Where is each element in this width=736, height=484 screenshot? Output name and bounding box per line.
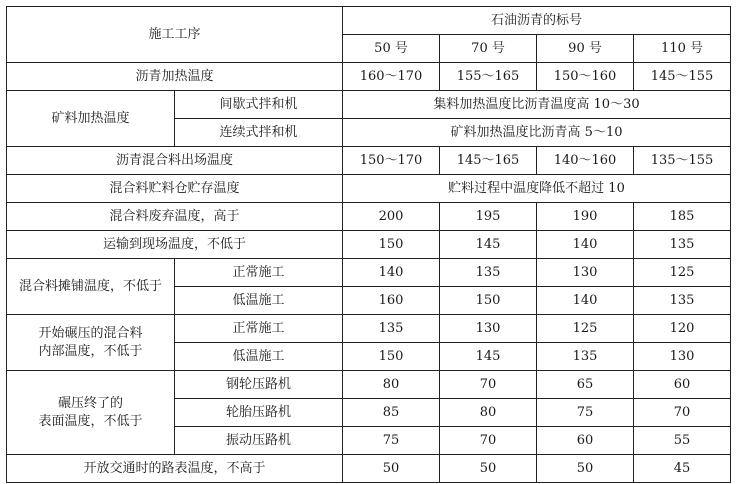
cell-value: 145 [440,231,537,259]
cell-value: 50 [440,455,537,483]
cell-value: 195 [440,203,537,231]
row-label: 混合料废弃温度，高于 [7,203,343,231]
cell-value: 75 [343,427,440,455]
table-row [7,231,731,259]
cell-note: 矿料加热温度比沥青高 5～10 [343,119,731,147]
cell-value: 160～170 [343,63,440,91]
header-grade: 50 号 [343,35,440,63]
cell-value: 50 [343,455,440,483]
row-label: 沥青加热温度 [7,63,343,91]
table-row [7,455,731,483]
cell-value: 150 [343,343,440,371]
cell-value: 190 [537,203,634,231]
table-row [7,147,731,175]
cell-value: 125 [537,315,634,343]
cell-value: 60 [537,427,634,455]
cell-value: 150 [440,287,537,315]
cell-value: 145～155 [634,63,731,91]
cell-value: 200 [343,203,440,231]
table-row [7,63,731,91]
cell-value: 135 [634,231,731,259]
header-grade: 90 号 [537,35,634,63]
header-process: 施工工序 [7,7,343,63]
row-sublabel: 正常施工 [175,259,343,287]
cell-value: 145 [440,343,537,371]
header-grade: 110 号 [634,35,731,63]
table-row [7,259,731,287]
cell-value: 155～165 [440,63,537,91]
asphalt-temperature-table [6,6,731,483]
cell-value: 185 [634,203,731,231]
cell-value: 70 [634,399,731,427]
cell-value: 125 [634,259,731,287]
cell-value: 85 [343,399,440,427]
cell-value: 80 [440,399,537,427]
row-sublabel: 钢轮压路机 [175,371,343,399]
row-label: 混合料贮料仓贮存温度 [7,175,343,203]
cell-value: 135 [537,343,634,371]
cell-value: 65 [537,371,634,399]
cell-value: 75 [537,399,634,427]
cell-value: 135 [440,259,537,287]
row-sublabel: 间歇式拌和机 [175,91,343,119]
cell-value: 130 [537,259,634,287]
cell-value: 80 [343,371,440,399]
cell-value: 120 [634,315,731,343]
cell-value: 145～165 [440,147,537,175]
cell-value: 130 [440,315,537,343]
row-label: 开放交通时的路表温度，不高于 [7,455,343,483]
cell-value: 50 [537,455,634,483]
row-label: 沥青混合料出场温度 [7,147,343,175]
row-label [7,315,175,371]
row-sublabel: 连续式拌和机 [175,119,343,147]
cell-value: 45 [634,455,731,483]
cell-value: 160 [343,287,440,315]
cell-value: 70 [440,427,537,455]
cell-value: 150～170 [343,147,440,175]
row-label: 运输到现场温度，不低于 [7,231,343,259]
cell-value: 150 [343,231,440,259]
row-label-line: 开始碾压的混合料 [38,325,143,341]
table-row [7,91,731,119]
row-label-line: 表面温度，不低于 [38,413,143,429]
table-row [7,175,731,203]
cell-value: 150～160 [537,63,634,91]
cell-value: 135～155 [634,147,731,175]
cell-value: 135 [343,315,440,343]
cell-value: 60 [634,371,731,399]
table-row [7,315,731,343]
row-label: 矿料加热温度 [7,91,175,147]
row-sublabel: 低温施工 [175,287,343,315]
cell-value: 135 [634,287,731,315]
table-row [7,203,731,231]
row-label [7,371,175,455]
cell-value: 140 [343,259,440,287]
header-grade: 70 号 [440,35,537,63]
row-label-line: 碾压终了的 [57,395,123,411]
table-row [7,371,731,399]
cell-value: 130 [634,343,731,371]
row-sublabel: 振动压路机 [175,427,343,455]
cell-value: 55 [634,427,731,455]
cell-value: 140 [537,287,634,315]
row-sublabel: 低温施工 [175,343,343,371]
cell-note: 贮料过程中温度降低不超过 10 [343,175,731,203]
row-label-line: 内部温度，不低于 [38,343,143,359]
cell-value: 140～160 [537,147,634,175]
header-grade-group: 石油沥青的标号 [343,7,731,35]
row-label: 混合料摊铺温度，不低于 [7,259,175,315]
cell-note: 集料加热温度比沥青温度高 10～30 [343,91,731,119]
row-sublabel: 轮胎压路机 [175,399,343,427]
cell-value: 140 [537,231,634,259]
row-sublabel: 正常施工 [175,315,343,343]
cell-value: 70 [440,371,537,399]
header-row-1 [7,7,731,35]
